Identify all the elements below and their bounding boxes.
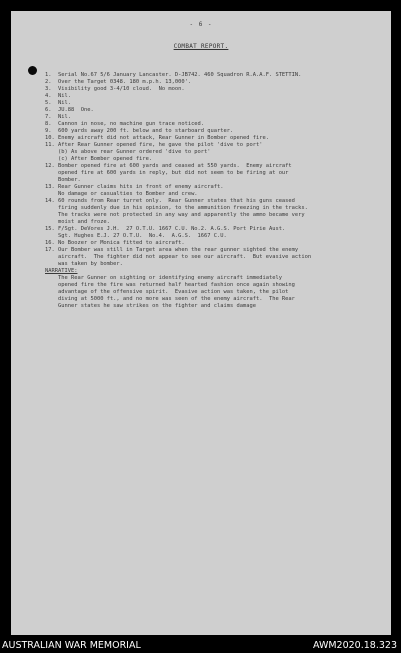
item-number: 13. xyxy=(45,184,55,190)
item-number: 11. xyxy=(45,142,55,148)
report-item xyxy=(45,184,375,198)
item-number: 6. xyxy=(45,107,52,113)
report-items xyxy=(45,72,375,310)
report-item xyxy=(45,114,375,121)
item-text: JU.88 One. xyxy=(58,107,94,113)
item-text: Nil. xyxy=(58,100,71,106)
item-list xyxy=(45,72,375,268)
item-number: 1. xyxy=(45,72,52,78)
page-number: - 6 - xyxy=(189,21,213,28)
item-number: 12. xyxy=(45,163,55,169)
report-item xyxy=(45,100,375,107)
item-text: 60 rounds from Rear turret only. Rear Gunner states that his guns ceased firing suddenly due in his opinion, to the ammunition freezing in the tracks. The tracks were not protected in any way and apparently the ammo became very moist and froze. xyxy=(58,198,308,225)
item-text: Bomber opened fire at 600 yards and ceased at 550 yards. Enemy aircraft opened fire at 600 yards in reply, but did not seem to be firing at our Bomber. xyxy=(58,163,292,183)
report-item xyxy=(45,247,375,268)
report-item xyxy=(45,72,375,79)
report-item xyxy=(45,240,375,247)
item-number: 7. xyxy=(45,114,52,120)
footer-accession-number: AWM2020.18.323 xyxy=(312,640,397,651)
report-item xyxy=(45,226,375,240)
document-page xyxy=(11,11,391,635)
item-number: 16. xyxy=(45,240,55,246)
report-item xyxy=(45,163,375,184)
report-item xyxy=(45,79,375,86)
report-item xyxy=(45,86,375,93)
item-text: Rear Gunner claims hits in front of enemy aircraft. No damage or casualties to Bomber and crew. xyxy=(58,184,224,197)
report-item xyxy=(45,198,375,226)
item-number: 17. xyxy=(45,247,55,253)
item-text: Nil. xyxy=(58,114,71,120)
item-number: 14. xyxy=(45,198,55,204)
item-number: 8. xyxy=(45,121,52,127)
footer-institution: AUSTRALIAN WAR MEMORIAL xyxy=(2,640,141,651)
item-text: Cannon in nose, no machine gun trace noticed. xyxy=(58,121,205,127)
report-item xyxy=(45,121,375,128)
item-number: 4. xyxy=(45,93,52,99)
item-text: Visibility good 3-4/10 cloud. No moon. xyxy=(58,86,185,92)
item-text: Enemy aircraft did not attack, Rear Gunner in Bomber opened fire. xyxy=(58,135,269,141)
report-item xyxy=(45,135,375,142)
item-text: Over the Target 0348. 180 m.p.h. 13,000'. xyxy=(58,79,192,85)
item-text: After Rear Gunner opened fire, he gave the pilot 'dive to port' (b) As above rear Gunner ordered 'dive to port' (c) After Bomber opened fire. xyxy=(58,142,263,162)
item-text: Serial No.67 5/6 January Lancaster. D-JB742. 460 Squadron R.A.A.F. STETTIN. xyxy=(58,72,302,78)
punch-hole xyxy=(28,66,37,75)
item-number: 5. xyxy=(45,100,52,106)
narrative-text: The Rear Gunner on sighting or identifying enemy aircraft immediately opened fire the fire was returned half hearted fashion once again showing advantage of the offensive spirit. Evasive action was taken, the pilot diving at 5000 ft., and no more was seen of the enemy aircraft. The Rear Gunner states he saw strikes on the fighter and claims damage xyxy=(58,275,295,309)
report-item xyxy=(45,107,375,114)
item-text: Nil. xyxy=(58,93,71,99)
item-number: 15. xyxy=(45,226,55,232)
item-text: No Boozer or Monica fitted to aircraft. xyxy=(58,240,185,246)
item-number: 10. xyxy=(45,135,55,141)
item-text: Our Bomber was still in Target area when the rear gunner sighted the enemy aircraft. The fighter did not appear to see our aircraft. But evasive action was taken by bomber. xyxy=(58,247,312,267)
report-item xyxy=(45,142,375,163)
narrative-heading: NARRATIVE: xyxy=(45,268,78,274)
item-text: F/Sgt. DeVores J.H. 27 O.T.U. 1667 C.U. No.2. A.G.S. Port Pirie Aust. Sgt. Hughes E.J. 27 O.T.U. No.4. A.G.S. 1667 C.U. xyxy=(58,226,286,239)
item-number: 3. xyxy=(45,86,52,92)
report-item xyxy=(45,128,375,135)
item-number: 9. xyxy=(45,128,52,134)
item-number: 2. xyxy=(45,79,52,85)
report-title: COMBAT REPORT. xyxy=(173,43,229,50)
footer-bar xyxy=(0,637,401,653)
report-item xyxy=(45,93,375,100)
item-text: 600 yards away 200 ft. below and to starboard quarter. xyxy=(58,128,234,134)
